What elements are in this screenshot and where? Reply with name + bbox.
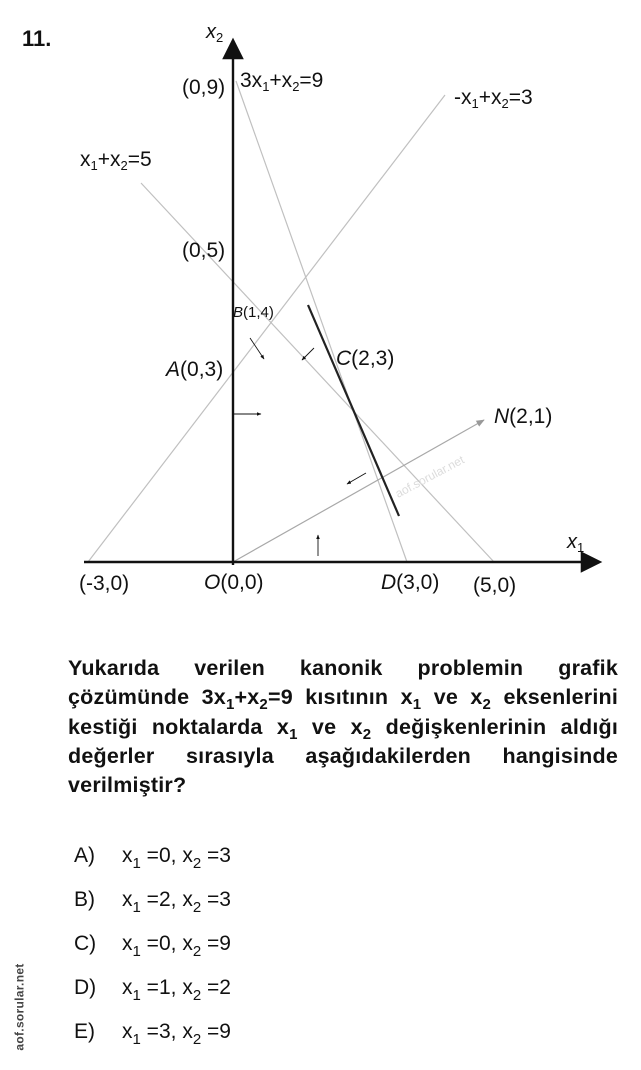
point-label-c: C(2,3) (336, 347, 395, 370)
graph-watermark: aof.sorular.net (392, 452, 467, 501)
point-label-o: O(0,0) (204, 571, 264, 594)
question-text: Yukarıda verilen kanonik problemin grafik çözümünde $3x_1+x_2=9$ kısıtının $x_1$ ve $x_2$ eksenlerini kestiği noktalarda $x_1$ ve $x_2$ değişkenlerinin aldığı değerler sırasıyla aşağıdakilerden hangisinde verilmiştir? (68, 656, 619, 798)
constraint-line-3x1-x2-9 (236, 81, 407, 562)
option-e[interactable]: E) $x_1 =3$, $x_2 =9$ (74, 1020, 231, 1048)
constraint-label-3x1-x2-9: 3x1+x2=9 (240, 69, 324, 94)
point-label-n: N(2,1) (494, 405, 553, 428)
point-label-0-9: (0,9) (182, 76, 226, 99)
objective-vector-n (233, 420, 484, 562)
option-d[interactable]: D) $x_1 =1$, $x_2 =2$ (74, 976, 231, 1004)
option-letter: A) (74, 844, 95, 867)
point-label-neg3-0: (-3,0) (79, 572, 130, 595)
direction-arrow (302, 348, 314, 360)
side-watermark: aof.sorular.net (12, 963, 27, 1051)
option-a[interactable]: A) $x_1 =0$, $x_2 =3$ (74, 844, 231, 872)
option-letter: B) (74, 888, 95, 911)
constraint-label-neg-x1-x2-3: -x1+x2=3 (454, 86, 533, 111)
point-label-b: B(1,4) (233, 304, 274, 321)
option-letter: C) (74, 932, 97, 955)
x2-axis-label: $x_2$ (206, 21, 224, 45)
objective-line (308, 305, 399, 516)
question-number: 11. (22, 26, 52, 51)
point-label-d: D(3,0) (381, 571, 440, 594)
point-label-5-0: (5,0) (473, 574, 517, 597)
direction-arrow (347, 473, 366, 484)
x1-axis-label: $x_1$ (567, 531, 585, 555)
constraint-label-x1-x2-5: x1+x2=5 (80, 148, 152, 173)
option-b[interactable]: B) $x_1 =2$, $x_2 =3$ (74, 888, 231, 916)
point-label-0-5: (0,5) (182, 239, 226, 262)
point-label-a: A(0,3) (166, 358, 224, 381)
option-letter: D) (74, 976, 97, 999)
option-c[interactable]: C) $x_1 =0$, $x_2 =9$ (74, 932, 231, 960)
option-letter: E) (74, 1020, 95, 1043)
